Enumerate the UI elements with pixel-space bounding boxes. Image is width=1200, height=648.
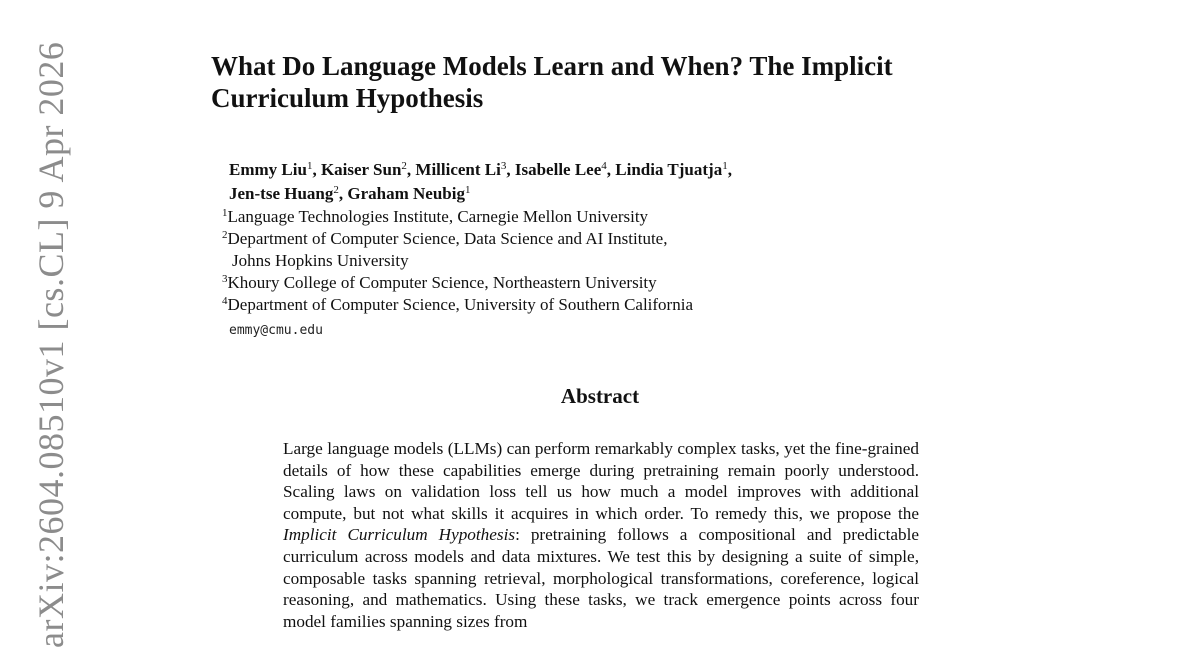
affiliation: [222, 206, 922, 228]
author-affiliation-mark: 1: [464, 184, 471, 196]
author-name: Emmy Liu: [229, 160, 307, 179]
affiliation: [222, 228, 922, 250]
paper-title: [211, 50, 1031, 114]
affiliation-text: Language Technologies Institute, Carnegie Mellon University: [227, 207, 649, 226]
author-name: Millicent Li: [415, 160, 501, 179]
affiliation: [222, 272, 922, 294]
abstract-emphasis: Implicit Curriculum Hypothesis: [283, 525, 516, 545]
author-separator: ,: [727, 160, 732, 179]
author-separator: ,: [606, 160, 616, 179]
contact-email[interactable]: emmy@cmu.edu: [229, 323, 323, 338]
author-separator: ,: [338, 184, 348, 203]
author-separator: ,: [406, 160, 416, 179]
author-separator: ,: [506, 160, 515, 179]
title-line-1: What Do Language Models Learn and When? The Implicit: [211, 51, 893, 81]
author-affiliation-mark: 3: [500, 160, 507, 172]
author-affiliation-mark: 1: [306, 160, 313, 172]
affiliation-number: 3: [222, 273, 228, 285]
author-affiliation-mark: 2: [333, 184, 339, 196]
author-separator: ,: [312, 160, 321, 179]
author-name: Kaiser Sun: [320, 160, 402, 179]
author-name: Jen-tse Huang: [229, 184, 334, 203]
affiliation-text: Department of Computer Science, Data Science and AI Institute,: [227, 229, 668, 248]
author-list: [229, 158, 929, 206]
affiliation: [222, 294, 922, 316]
abstract-part-1: Large language models (LLMs) can perform remarkably complex tasks, yet the fine-grained details of how these capabilities emerge during pretraining remain poorly understood. Scaling laws on validation loss tell us how much a model improves with additional compute, but not what skills it acquires in which order. To remedy this, we propose the: [283, 439, 919, 523]
affiliation-text: Johns Hopkins University: [232, 251, 409, 270]
author-line-2: [229, 182, 929, 206]
author-affiliation-mark: 4: [601, 160, 607, 172]
author-name: Graham Neubig: [347, 184, 465, 203]
arxiv-sidebar-stamp: arXiv:2604.08510v1 [cs.CL] 9 Apr 2026: [31, 41, 71, 648]
affiliation-list: [222, 206, 922, 316]
affiliation-number: 4: [222, 295, 228, 307]
abstract-heading: Abstract: [560, 384, 640, 408]
author-name: Lindia Tjuatja: [615, 160, 723, 179]
affiliation-text: Department of Computer Science, University of Southern California: [227, 295, 693, 314]
author-name: Isabelle Lee: [514, 160, 602, 179]
affiliation-number: 2: [222, 229, 228, 241]
title-line-2: Curriculum Hypothesis: [211, 83, 484, 113]
abstract-text: [283, 438, 919, 632]
affiliation-text: Khoury College of Computer Science, Northeastern University: [227, 273, 657, 292]
author-line-1: [229, 158, 929, 182]
abstract-part-2: : pretraining follows a compositional and predictable curriculum across models and data mixtures. We test this by designing a suite of simple, composable tasks spanning retrieval, morphological transformations, coreference, logical reasoning, and mathematics. Using these tasks, we track emergence points across four model families spanning sizes from: [283, 525, 919, 631]
affiliation-number: 1: [222, 207, 228, 219]
affiliation-continuation: [222, 250, 922, 272]
author-affiliation-mark: 2: [401, 160, 407, 172]
author-affiliation-mark: 1: [722, 160, 728, 172]
